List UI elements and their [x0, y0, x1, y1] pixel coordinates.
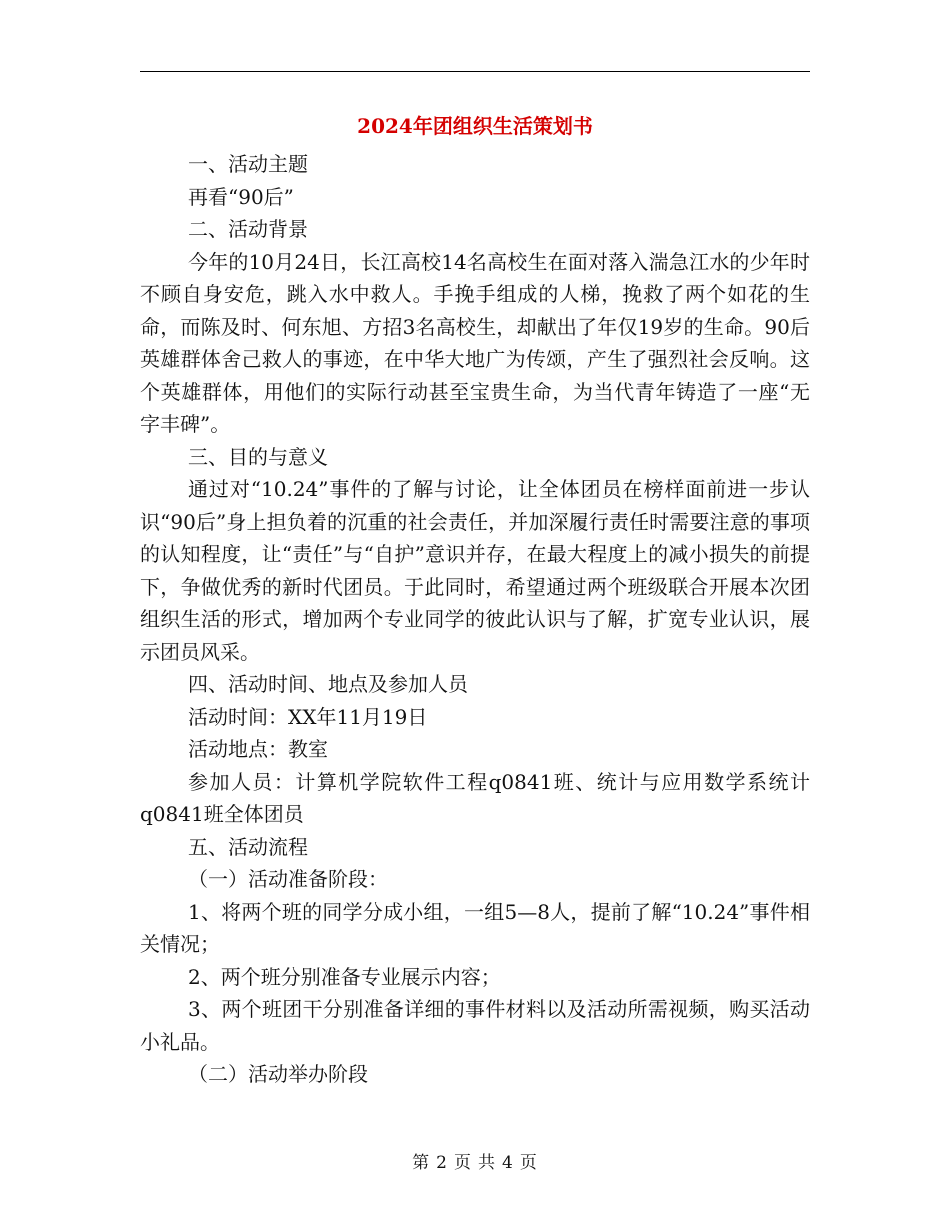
footer-page-total: 4: [502, 1153, 514, 1173]
participants: 参加人员：计算机学院软件工程q0841班、统计与应用数学系统计q0841班全体团员: [140, 769, 810, 826]
purpose-text: 通过对“10.24”事件的了解与讨论，让全体团员在榜样面前进一步认识“90后”身上担负着的沉重的社会责任，并加深履行责任时需要注意的事项的认知程度，让“责任”与“自护”意识并存，在最大程度上的减小损失的前提下，争做优秀的新时代团员。于此同时，希望通过两个班级联合开展本次团组织生活的形式，增加两个专业同学的彼此认识与了解，扩宽专业认识，展示团员风采。: [140, 477, 810, 664]
document-body: [140, 148, 810, 1091]
section-heading-process: 五、活动流程: [188, 834, 308, 859]
footer-page-current: 2: [436, 1153, 448, 1173]
footer-total-label: 共: [478, 1153, 496, 1173]
section-heading-time-place: 四、活动时间、地点及参加人员: [188, 672, 468, 696]
section-heading-background: 二、活动背景: [188, 217, 308, 241]
subheading-preparation: （一）活动准备阶段：: [188, 867, 388, 891]
background-text: 今年的10月24日，长江高校14名高校生在面对落入湍急江水的少年时不顾自身安危，跳入水中救人。手挽手组成的人梯，挽救了两个如花的生命，而陈及时、何东旭、方招3名高校生，却献出了年仅19岁的生命。90后英雄群体舍己救人的事迹，在中华大地广为传颂，产生了强烈社会反响。这个英雄群体，用他们的实际行动甚至宝贵生命，为当代青年铸造了一座“无字丰碑”。: [140, 249, 810, 436]
theme-text: 再看“90后”: [188, 184, 294, 209]
activity-place: 活动地点：教室: [188, 737, 328, 761]
section-heading-theme: 一、活动主题: [188, 152, 308, 176]
footer-page-label: 第: [412, 1153, 431, 1173]
activity-time: 活动时间：XX年11月19日: [188, 704, 428, 729]
page-footer: [140, 1151, 810, 1175]
footer-total-end: 页: [519, 1153, 538, 1173]
prep-step-2: 2、两个班分别准备专业展示内容；: [188, 964, 501, 989]
footer-page-mid: 页: [454, 1153, 472, 1173]
document-title: 2024年团组织生活策划书: [357, 114, 593, 138]
prep-step-3: 3、两个班团干分别准备详细的事件材料以及活动所需视频，购买活动小礼品。: [140, 997, 810, 1054]
header-rule: [140, 71, 810, 72]
section-heading-purpose: 三、目的与意义: [188, 444, 328, 469]
prep-step-1: 1、将两个班的同学分成小组，一组5—8人，提前了解“10.24”事件相关情况；: [140, 899, 810, 956]
subheading-execution: （二）活动举办阶段: [188, 1062, 368, 1086]
